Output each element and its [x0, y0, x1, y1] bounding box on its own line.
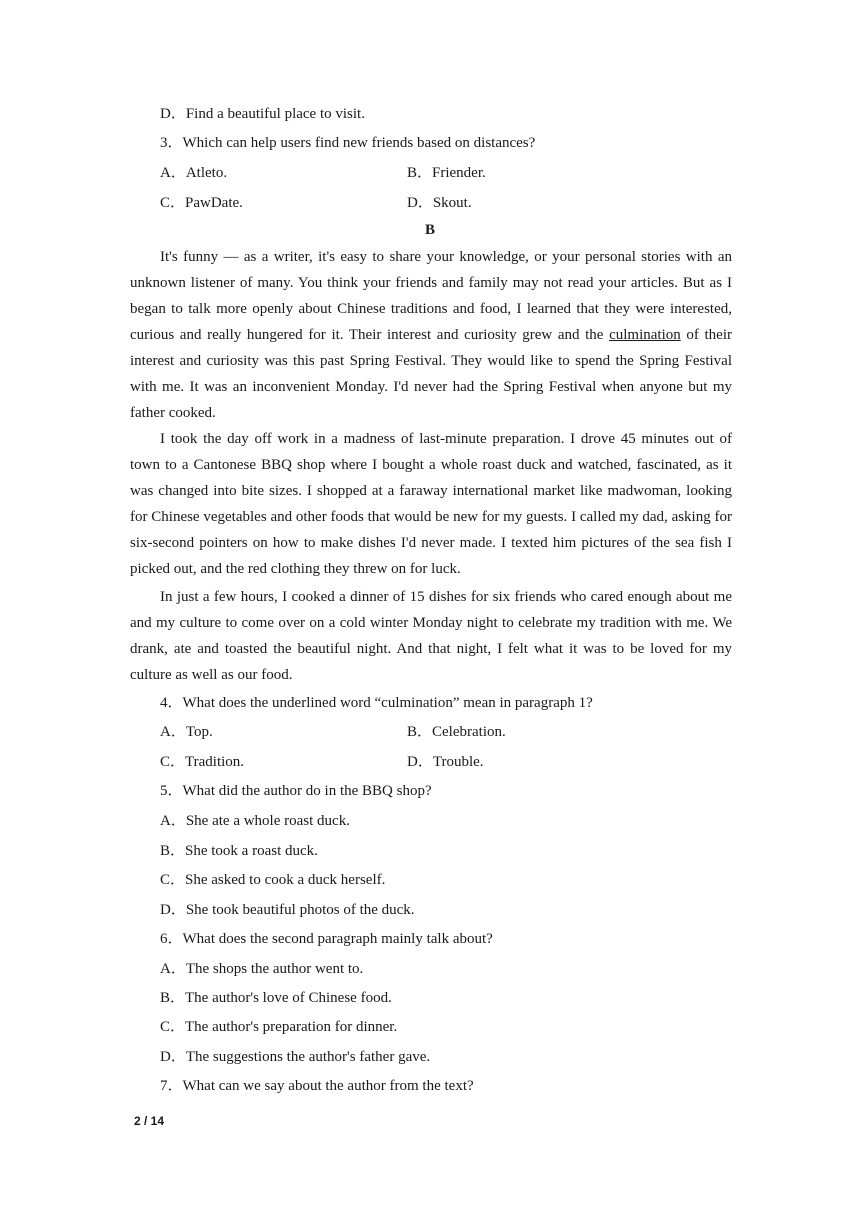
passage-paragraph-2: I took the day off work in a madness of last-minute preparation. I drove 45 minutes out of town to a Cantonese BBQ shop where I bought a whole roast duck and watched, fascinated, as it was changed into bite sizes. I shopped at a faraway international market like madwoman, looking for Chinese vegetables and other foods that would be new for my guests. I called my dad, asking for six-second pointers on how to make dishes I'd never made. I texted him pictures of the sea fish I picked out, and the red clothing they threw on for luck.	[130, 431, 732, 577]
q4-question: 4．What does the underlined word “culmination” mean in paragraph 1?	[160, 695, 593, 711]
q6-question: 6．What does the second paragraph mainly talk about?	[160, 931, 493, 947]
q3-option-c: C．PawDate.	[160, 195, 243, 211]
q6-option-c: C．The author's preparation for dinner.	[160, 1019, 398, 1035]
paragraph-1-text-end: of their interest and curiosity was this past Spring Festival. They would like to spend the Spring Festival with me. It was an inconvenient Monday. I'd never had the Spring Festival when anyone but my father cooked.	[130, 327, 733, 421]
q5-question: 5．What did the author do in the BBQ shop?	[160, 783, 432, 799]
paragraph-1-text-start: It's funny — as a writer, it's easy to share your knowledge, or your personal stories with an unknown listener of many. You think your friends and family may not read your articles. But as I began to talk more openly about Chinese traditions and food, I learned that they were interested, curious and really hungered for it. Their interest and curiosity grew and the	[130, 249, 732, 343]
q4-option-b: B．Celebration.	[407, 724, 506, 740]
q3-question: 3．Which can help users find new friends based on distances?	[160, 135, 536, 151]
q5-option-a: A．She ate a whole roast duck.	[160, 813, 350, 829]
q3-option-b: B．Friender.	[407, 165, 486, 181]
q4-option-c: C．Tradition.	[160, 754, 245, 770]
q4-option-a: A．Top.	[160, 724, 213, 740]
passage-paragraph-3: In just a few hours, I cooked a dinner of 15 dishes for six friends who cared enough about me and my culture to come over on a cold winter Monday night to celebrate my tradition with me. We drank, ate and toasted the beautiful night. And that night, I felt what it was to be loved for my culture as well as our food.	[130, 589, 732, 683]
underlined-word: culmination	[609, 327, 681, 343]
q5-option-b: B．She took a roast duck.	[160, 843, 318, 859]
q5-option-c: C．She asked to cook a duck herself.	[160, 872, 386, 888]
section-b-heading: B	[424, 222, 435, 238]
passage-paragraph-1	[130, 244, 732, 426]
q6-option-b: B．The author's love of Chinese food.	[160, 990, 392, 1006]
q3-option-a: A．Atleto.	[160, 165, 228, 181]
q4-option-d: D．Trouble.	[407, 754, 484, 770]
q6-option-a: A．The shops the author went to.	[160, 961, 364, 977]
q2-option-d: D．Find a beautiful place to visit.	[160, 106, 365, 122]
page-number: 2 / 14	[134, 1114, 165, 1128]
q6-option-d: D．The suggestions the author's father gave.	[160, 1049, 431, 1065]
q5-option-d: D．She took beautiful photos of the duck.	[160, 902, 415, 918]
q3-option-d: D．Skout.	[407, 195, 472, 211]
q7-question: 7．What can we say about the author from the text?	[160, 1078, 474, 1094]
